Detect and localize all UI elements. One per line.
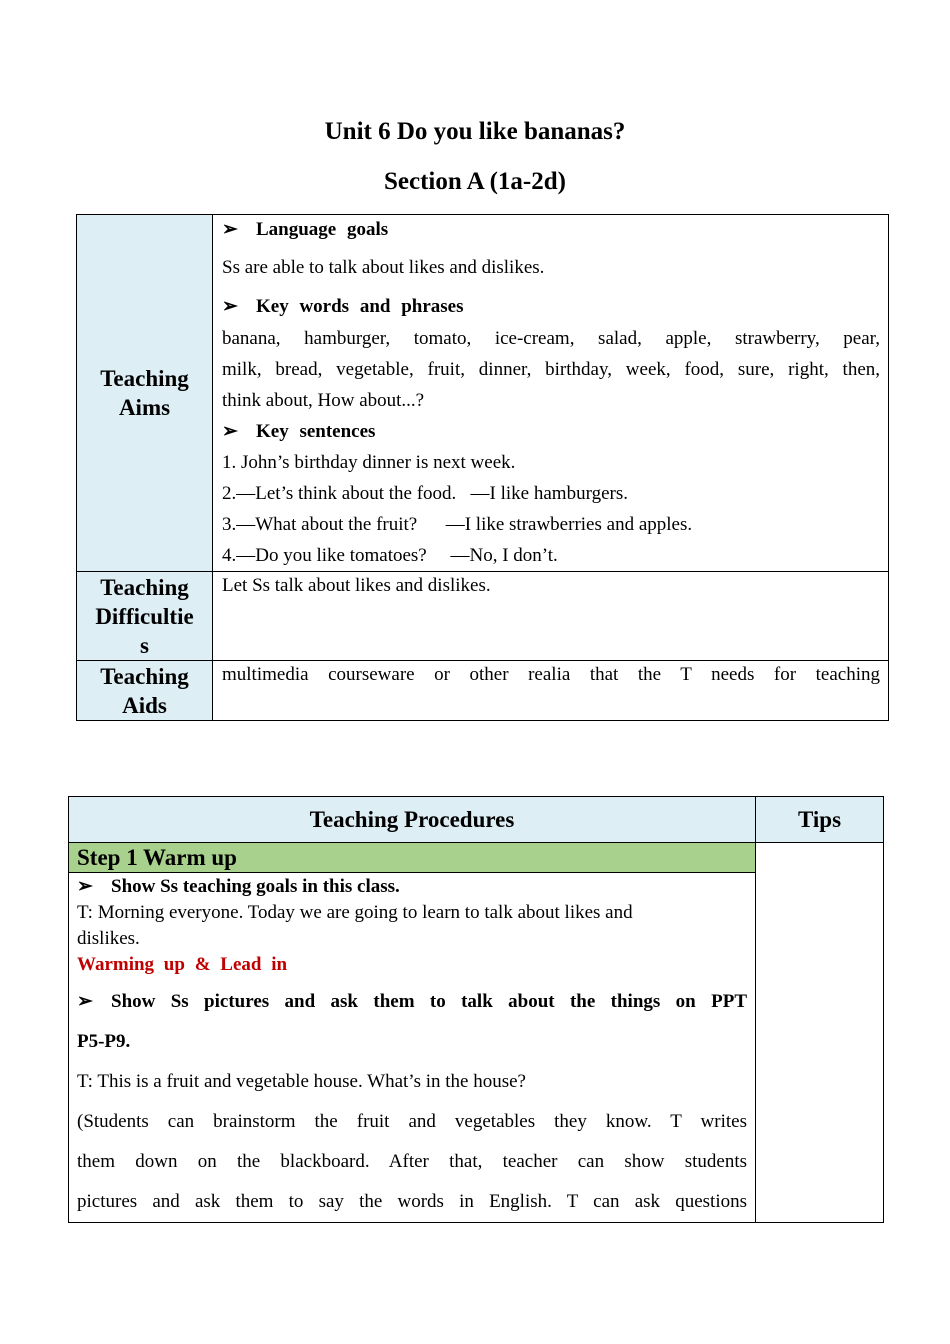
arrow-bullet-icon: ➢ xyxy=(77,991,93,1012)
procedures-header-row xyxy=(69,797,884,843)
difficulties-label xyxy=(77,572,213,661)
bullet-show-pictures xyxy=(77,982,747,1022)
arrow-bullet-icon: ➢ xyxy=(222,219,238,240)
teacher-greeting-line1: T: Morning everyone. Today we are going to learn to talk about likes and xyxy=(77,902,633,923)
paragraph-line2: them down on the blackboard. After that, teacher can show students xyxy=(77,1151,747,1172)
difficulties-label-line2: Difficultie xyxy=(95,604,194,629)
aids-label xyxy=(77,661,213,721)
teacher-greeting-line2: dislikes. xyxy=(77,928,140,949)
key-words-line1: banana, hamburger, tomato, ice-cream, salad, apple, strawberry, pear, xyxy=(222,328,880,349)
key-sentences-label: Key sentences xyxy=(256,421,376,442)
difficulties-content xyxy=(213,572,889,661)
arrow-bullet-icon: ➢ xyxy=(222,296,238,317)
bullet-show-pictures-line2: P5-P9. xyxy=(77,1031,131,1052)
key-sentences-heading xyxy=(222,416,880,447)
key-words-line3: think about, How about...? xyxy=(222,390,425,411)
warming-up-heading: Warming up & Lead in xyxy=(77,954,288,975)
document-subtitle: Section A (1a-2d) xyxy=(384,168,566,195)
teaching-procedures-table xyxy=(68,796,884,1223)
difficulties-label-line3: s xyxy=(140,633,149,658)
language-goals-text: Ss are able to talk about likes and dislikes. xyxy=(222,257,545,278)
key-words-label: Key words and phrases xyxy=(256,296,464,317)
tips-header: Tips xyxy=(756,797,884,843)
difficulties-label-line1: Teaching xyxy=(100,575,189,600)
key-sentence-3: 3.—What about the fruit? —I like strawberries and apples. xyxy=(222,514,693,535)
key-words-line2: milk, bread, vegetable, fruit, dinner, birthday, week, food, sure, right, then, xyxy=(222,359,880,380)
step1-content xyxy=(69,873,756,1223)
arrow-bullet-icon: ➢ xyxy=(222,421,238,442)
aids-row xyxy=(77,661,889,721)
difficulties-text: Let Ss talk about likes and dislikes. xyxy=(222,575,491,596)
teaching-aims-table xyxy=(76,214,889,721)
arrow-bullet-icon: ➢ xyxy=(77,876,93,897)
aids-label-line2: Aids xyxy=(122,693,167,718)
bullet-show-pictures-line1: Show Ss pictures and ask them to talk about the things on PPT xyxy=(111,991,747,1012)
aids-label-line1: Teaching xyxy=(100,664,189,689)
aids-text: multimedia courseware or other realia that the T needs for teaching xyxy=(222,664,880,685)
key-sentence-4: 4.—Do you like tomatoes? —No, I don’t. xyxy=(222,545,558,566)
procedures-header: Teaching Procedures xyxy=(69,797,756,843)
step1-title: Step 1 Warm up xyxy=(69,843,756,873)
language-goals-label: Language goals xyxy=(256,219,389,240)
difficulties-row xyxy=(77,572,889,661)
tips-cell xyxy=(756,843,884,1223)
step1-row xyxy=(69,843,884,873)
aims-content xyxy=(213,215,889,572)
paragraph-line3: pictures and ask them to say the words in English. T can ask questions xyxy=(77,1191,747,1212)
key-sentence-1: 1. John’s birthday dinner is next week. xyxy=(222,452,516,473)
key-sentence-2: 2.—Let’s think about the food. —I like hamburgers. xyxy=(222,483,628,504)
aims-label xyxy=(77,215,213,572)
bullet-show-goals xyxy=(77,873,747,900)
key-words-heading xyxy=(222,291,880,323)
aids-content xyxy=(213,661,889,721)
language-goals-heading xyxy=(222,215,880,245)
paragraph-line1: (Students can brainstorm the fruit and vegetables they know. T writes xyxy=(77,1111,747,1132)
teacher-question: T: This is a fruit and vegetable house. What’s in the house? xyxy=(77,1071,526,1092)
document-title: Unit 6 Do you like bananas? xyxy=(324,118,626,145)
bullet-show-goals-text: Show Ss teaching goals in this class. xyxy=(111,876,400,897)
aims-label-line1: Teaching xyxy=(100,366,189,391)
aims-label-line2: Aims xyxy=(118,395,171,420)
aims-row xyxy=(77,215,889,572)
